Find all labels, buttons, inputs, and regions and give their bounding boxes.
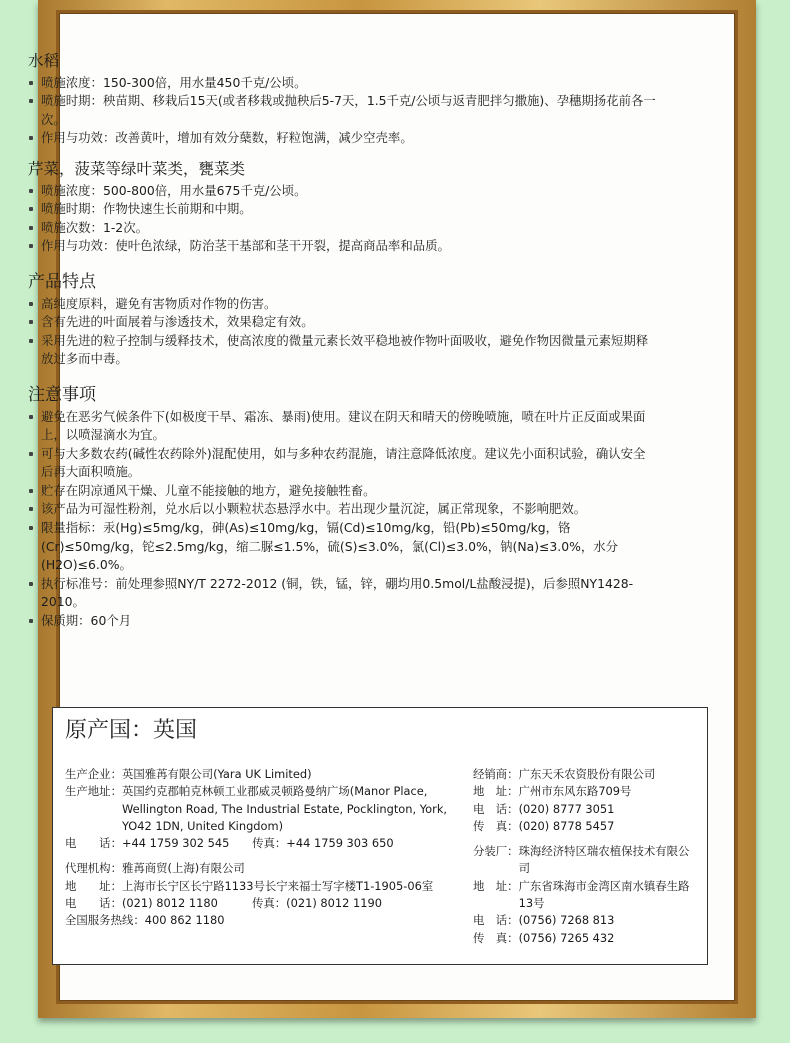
- bullet-icon: [29, 619, 33, 623]
- info-row: 代理机构： 雅苒商贸(上海)有限公司: [65, 861, 245, 876]
- list-item: 避免在恶劣气候条件下(如极度干旱、霜冻、暴雨)使用。建议在阴天和晴天的傍晚喷施，喷在叶片正反面或果面上，以喷湿滴水为宜。: [28, 408, 656, 445]
- list-item: 贮存在阴凉通风干燥、儿童不能接触的地方，避免接触牲畜。: [28, 482, 656, 501]
- bullet-icon: [29, 582, 33, 586]
- info-row: 经销商： 广东天禾农资股份有限公司: [473, 767, 656, 781]
- info-row: 地 址： 广东省珠海市金湾区南水镇春生路13号: [473, 878, 690, 911]
- bullet-icon: [29, 136, 33, 140]
- bullet-icon: [29, 526, 33, 530]
- section-title-leafy-vegetables: 芹菜，菠菜等绿叶菜类，甕菜类: [28, 159, 246, 178]
- list-item: 保质期：60个月: [28, 612, 656, 631]
- bullet-icon: [29, 339, 33, 343]
- info-row: 生产地址： 英国约克郡帕克林顿工业郡威灵顿路曼纳广场(Manor Place, Wellington Road, The Industrial Estate, Pocklington, York, YO42 1DN, United Kingdom): [65, 784, 448, 833]
- bullet-icon: [29, 226, 33, 230]
- info-row: 电 话： (021) 8012 1180 传真：(021) 8012 1190: [65, 896, 383, 911]
- bullet-icon: [29, 207, 33, 211]
- info-row: 电 话： (0756) 7268 813: [473, 913, 615, 928]
- bullet-icon: [29, 99, 33, 103]
- info-row: 电 话： (020) 8777 3051: [473, 801, 615, 816]
- list-item: 作用与功效：改善黄叶，增加有效分蘖数，籽粒饱满，减少空壳率。: [28, 129, 656, 148]
- features-list: [28, 295, 656, 369]
- bullet-icon: [29, 81, 33, 85]
- info-row: 生产企业： 英国雅苒有限公司(Yara UK Limited): [65, 767, 312, 781]
- leafy-list: [28, 182, 656, 256]
- manufacturer-column: [65, 766, 451, 930]
- section-title-precautions: 注意事项: [28, 384, 96, 405]
- list-item: 含有先进的叶面展着与渗透技术，效果稳定有效。: [28, 313, 656, 332]
- info-row: 传 真： (0756) 7265 432: [473, 930, 615, 945]
- origin-info-box: [52, 707, 708, 965]
- list-item: 可与大多数农药(碱性农药除外)混配使用，如与多种农药混施，请注意降低浓度。建议先小面积试验，确认安全后再大面积喷施。: [28, 445, 656, 482]
- list-item: 该产品为可湿性粉剂，兑水后以小颗粒状态悬浮水中。若出现少量沉淀，属正常现象，不影响肥效。: [28, 500, 656, 519]
- list-item: 喷施浓度：500-800倍，用水量675千克/公顷。: [28, 182, 656, 201]
- section-title-features: 产品特点: [28, 271, 96, 292]
- origin-country-title: 原产国：英国: [65, 718, 198, 743]
- list-item: 喷施次数：1-2次。: [28, 219, 656, 238]
- precautions-list: [28, 408, 656, 631]
- distributor-column: [473, 766, 698, 947]
- info-row: 电 话： +44 1759 302 545 传真：+44 1759 303 650: [65, 836, 394, 851]
- info-row: 分装厂： 珠海经济特区瑞农植保技术有限公司: [473, 844, 690, 876]
- list-item: 限量指标：汞(Hg)≤5mg/kg，砷(As)≤10mg/kg，镉(Cd)≤10mg/kg，铅(Pb)≤50mg/kg，铬(Cr)≤50mg/kg，铊≤2.5mg/kg，缩二脲≤1.5%，硫(S)≤3.0%，氯(Cl)≤3.0%，钠(Na)≤3.0%，水分(H2O)≤6.0%。: [28, 519, 656, 575]
- bullet-icon: [29, 302, 33, 306]
- bullet-icon: [29, 507, 33, 511]
- bullet-icon: [29, 189, 33, 193]
- list-item: 高纯度原料，避免有害物质对作物的伤害。: [28, 295, 656, 314]
- list-item: 执行标准号：前处理参照NY/T 2272-2012 (铜，铁，锰，锌，硼均用0.5mol/L盐酸浸提)，后参照NY1428-2010。: [28, 575, 656, 612]
- instructions-content: [28, 34, 656, 631]
- list-item: 喷施时期：秧苗期、移栽后15天(或者移栽或抛秧后5-7天，1.5千克/公顷与返青肥拌匀撒施)、孕穗期扬花前各一次。: [28, 92, 656, 129]
- bullet-icon: [29, 452, 33, 456]
- list-item: 喷施浓度：150-300倍，用水量450千克/公顷。: [28, 74, 656, 93]
- list-item: 喷施时期：作物快速生长前期和中期。: [28, 200, 656, 219]
- spacer: [473, 835, 698, 843]
- spacer: [65, 852, 451, 860]
- list-item: 采用先进的粒子控制与缓释技术，使高浓度的微量元素长效平稳地被作物叶面吸收，避免作物因微量元素短期释放过多而中毒。: [28, 332, 656, 369]
- section-title-rice: 水稻: [28, 52, 60, 70]
- rice-list: [28, 74, 656, 148]
- info-row: 全国服务热线： 400 862 1180: [65, 913, 225, 928]
- info-row: 地 址： 上海市长宁区长宁路1133号长宁来福士写字楼T1-1905-06室: [65, 878, 434, 893]
- bullet-icon: [29, 320, 33, 324]
- info-row: 地 址： 广州市东风东路709号: [473, 784, 632, 799]
- bullet-icon: [29, 415, 33, 419]
- bullet-icon: [29, 489, 33, 493]
- bullet-icon: [29, 244, 33, 248]
- info-row: 传 真： (020) 8778 5457: [473, 818, 615, 833]
- list-item: 作用与功效：使叶色浓绿，防治茎干基部和茎干开裂，提高商品率和品质。: [28, 237, 656, 256]
